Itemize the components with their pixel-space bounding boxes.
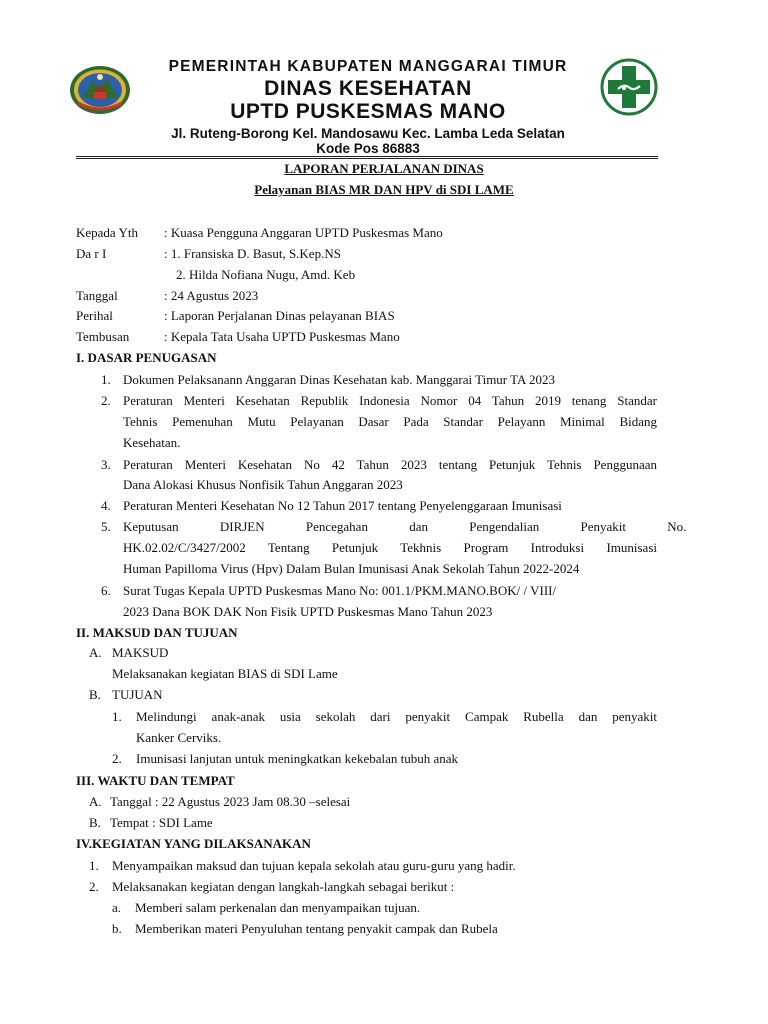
section-heading: II. MAKSUD DAN TUJUAN (76, 625, 238, 640)
tanggal-value: : 24 Agustus 2023 (164, 288, 259, 303)
list-letter: B. (89, 815, 101, 830)
list-number: 5. (101, 519, 111, 534)
list-subitem: Memberikan materi Penyuluhan tentang penyakit campak dan Rubela (135, 921, 498, 936)
maksud-title: MAKSUD (112, 645, 169, 660)
report-title: LAPORAN PERJALANAN DINAS (284, 161, 484, 176)
list-item: Dokumen Pelaksanann Anggaran Dinas Kesehatan kab. Manggarai Timur TA 2023 (123, 372, 555, 387)
tempat-text: Tempat : SDI Lame (110, 815, 213, 830)
maksud-text: Melaksanakan kegiatan BIAS di SDI Lame (112, 666, 338, 681)
header-agency: DINAS KESEHATAN (264, 77, 472, 100)
dari-value-1: : 1. Fransiska D. Basut, S.Kep.NS (164, 246, 341, 261)
header-address: Jl. Ruteng-Borong Kel. Mandosawu Kec. Lamba Leda Selatan (171, 126, 565, 141)
header-postcode: Kode Pos 86883 (316, 141, 420, 156)
list-item: Peraturan Menteri Kesehatan No 42 Tahun 2023 tentang Petunjuk Tehnis Penggunaan (123, 457, 657, 472)
list-letter: b. (112, 921, 122, 936)
header-divider-thick (76, 158, 658, 159)
perihal-value: : Laporan Perjalanan Dinas pelayanan BIAS (164, 308, 395, 323)
list-number: 4. (101, 498, 111, 513)
perihal-label: Perihal (76, 308, 113, 323)
list-number: 6. (101, 583, 111, 598)
list-item: Menyampaikan maksud dan tujuan kepala sekolah atau guru-guru yang hadir. (112, 858, 516, 873)
kepada-value: : Kuasa Pengguna Anggaran UPTD Puskesmas Mano (164, 225, 443, 240)
list-item-continued: 2023 Dana BOK DAK Non Fisik UPTD Puskesmas Mano Tahun 2023 (123, 604, 493, 619)
list-letter: B. (89, 687, 101, 702)
list-number: 2. (112, 751, 122, 766)
tembusan-value: : Kepala Tata Usaha UPTD Puskesmas Mano (164, 329, 400, 344)
header-government: PEMERINTAH KABUPATEN MANGGARAI TIMUR (168, 58, 568, 75)
list-number: 2. (89, 879, 99, 894)
list-item-continued: Human Papilloma Virus (Hpv) Dalam Bulan Imunisasi Anak Sekolah Tahun 2022-2024 (123, 561, 580, 576)
header-unit: UPTD PUSKESMAS MANO (230, 100, 506, 123)
list-letter: A. (89, 645, 102, 660)
list-letter: A. (89, 794, 102, 809)
regency-crest-icon (69, 65, 131, 115)
header-divider (76, 156, 658, 157)
list-item-continued: Kesehatan. (123, 435, 181, 450)
tujuan-title: TUJUAN (112, 687, 163, 702)
list-subitem: Memberi salam perkenalan dan menyampaikan tujuan. (135, 900, 421, 915)
dari-value-2: 2. Hilda Nofiana Nugu, Amd. Keb (176, 267, 356, 282)
tembusan-label: Tembusan (76, 329, 130, 344)
list-item: Imunisasi lanjutan untuk meningkatkan kekebalan tubuh anak (136, 751, 459, 766)
list-item: Melindungi anak-anak usia sekolah dari penyakit Campak Rubella dan penyakit (136, 709, 657, 724)
list-item: Surat Tugas Kepala UPTD Puskesmas Mano No: 001.1/PKM.MANO.BOK/ / VIII/ (123, 583, 557, 598)
list-item-continued: HK.02.02/C/3427/2002 Tentang Petunjuk Tekhnis Program Introduksi Imunisasi (123, 540, 657, 555)
health-cross-icon (600, 58, 658, 116)
list-item: Peraturan Menteri Kesehatan No 12 Tahun 2017 tentang Penyelenggaraan Imunisasi (123, 498, 562, 513)
list-item: Keputusan DIRJEN Pencegahan dan Pengendalian Penyakit No. (123, 519, 687, 534)
section-heading: III. WAKTU DAN TEMPAT (76, 773, 235, 788)
report-subtitle: Pelayanan BIAS MR DAN HPV di SDI LAME (254, 182, 514, 197)
list-number: 1. (89, 858, 99, 873)
dari-label: Da r I (76, 246, 107, 261)
list-letter: a. (112, 900, 122, 915)
list-item: Melaksanakan kegiatan dengan langkah-langkah sebagai berikut : (112, 879, 455, 894)
tanggal-label: Tanggal (76, 288, 118, 303)
list-number: 2. (101, 393, 111, 408)
list-item-continued: Tehnis Pemenuhan Mutu Pelayanan Dasar Pada Standar Pelayann Minimal Bidang (123, 414, 657, 429)
list-number: 1. (112, 709, 122, 724)
list-item-continued: Kanker Cerviks. (136, 730, 222, 745)
list-number: 3. (101, 457, 111, 472)
waktu-text: Tanggal : 22 Agustus 2023 Jam 08.30 –selesai (110, 794, 351, 809)
kepada-label: Kepada Yth (76, 225, 138, 240)
section-heading: IV.KEGIATAN YANG DILAKSANAKAN (76, 836, 311, 851)
list-number: 1. (101, 372, 111, 387)
list-item: Peraturan Menteri Kesehatan Republik Indonesia Nomor 04 Tahun 2019 tenang Standar (123, 393, 657, 408)
section-heading: I. DASAR PENUGASAN (76, 350, 217, 365)
list-item-continued: Dana Alokasi Khusus Nonfisik Tahun Anggaran 2023 (123, 477, 403, 492)
